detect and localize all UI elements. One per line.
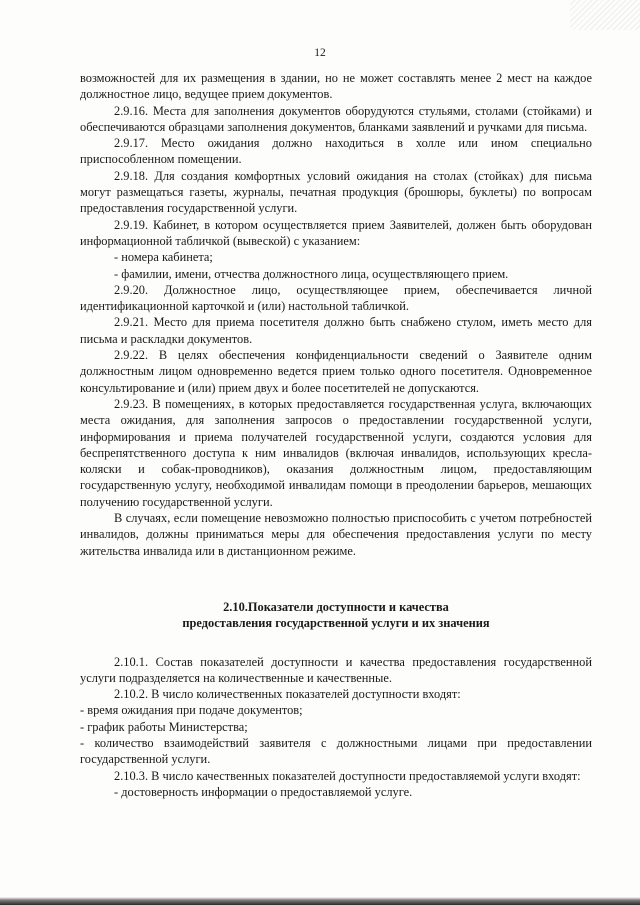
section-heading-line-2: предоставления государственной услуги и их значения: [182, 616, 490, 631]
paragraph: - фамилии, имени, отчества должностного лица, осуществляющего прием.: [114, 266, 509, 281]
paragraph: 2.10.3. В число качественных показателей доступности предоставляемой услуги входят:: [114, 768, 581, 783]
paragraph: 2.9.17. Место ожидания должно находиться в холле или ином специально приспособленном помещении.: [80, 136, 592, 167]
paragraph: 2.9.19. Кабинет, в котором осуществляется прием Заявителей, должен быть оборудован информационной табличкой (вывеской) с указанием:: [80, 217, 592, 248]
paragraph: 2.9.16. Места для заполнения документов оборудуются стульями, столами (стойками) и обеспечиваются образцами заполнения документов, бланками заявлений и ручками для письма.: [80, 103, 592, 134]
paragraph: 2.10.2. В число количественных показателей доступности входят:: [114, 687, 461, 702]
scan-bottom-edge: [0, 897, 640, 905]
document-body: [80, 70, 592, 800]
paragraph: 2.10.1. Состав показателей доступности и качества предоставления государственной услуги подразделяется на количественные и качественные.: [80, 654, 592, 685]
paragraph: - номера кабинета;: [114, 250, 213, 265]
page-number: 12: [314, 47, 326, 59]
paragraph: В случаях, если помещение невозможно полностью приспособить с учетом потребностей инвалидов, должны приниматься меры для обеспечения предоставления услуги по месту жительства инвалида или в дистанционном режиме.: [80, 511, 592, 558]
paragraph: 2.9.23. В помещениях, в которых предоставляется государственная услуга, включающих места ожидания, для заполнения запросов о предоставлении государственной услуги, информирования и приема получателей государственной услуги, создаются условия для беспрепятственного доступа к ним инвалидов (включая инвалидов, использующих кресла-коляски и собак-проводников), оказания должностным лицом, предоставляющим государственную услугу, необходимой инвалидам помощи в преодолении барьеров, мешающих получению государственной услуги.: [80, 396, 592, 509]
section-heading-line-1: 2.10.Показатели доступности и качества: [223, 599, 449, 614]
scan-noise: [570, 0, 640, 30]
paragraph: 2.9.21. Место для приема посетителя должно быть снабжено стулом, иметь место для письма и раскладки документов.: [80, 315, 592, 346]
paragraph: - достоверность информации о предоставляемой услуге.: [114, 784, 413, 799]
paragraphs-before-heading: [80, 70, 592, 559]
paragraph: 2.9.18. Для создания комфортных условий ожидания на столах (стойках) для письма могут размещаться газеты, журналы, печатная продукция (брошюры, буклеты) по вопросам предоставления государственной услуги.: [80, 168, 592, 216]
paragraphs-after-heading: [80, 654, 592, 801]
paragraph: - время ожидания при подаче документов;: [80, 703, 303, 718]
paragraph: - количество взаимодействий заявителя с должностными лицами при предоставлении государственной услуги.: [80, 735, 592, 767]
paragraph: возможностей для их размещения в здании, но не может составлять менее 2 мест на каждое должностное лицо, ведущее прием документов.: [80, 71, 592, 102]
paragraph: 2.9.20. Должностное лицо, осуществляющее прием, обеспечивается личной идентификационной карточкой и (или) настольной табличкой.: [80, 282, 592, 314]
paragraph: - график работы Министерства;: [80, 719, 248, 734]
paragraph: 2.9.22. В целях обеспечения конфиденциальности сведений о Заявителе одним должностным лицом одновременно ведется прием только одного посетителя. Одновременное консультирование и (или) прием двух и более посетителей не допускаются.: [80, 348, 592, 395]
